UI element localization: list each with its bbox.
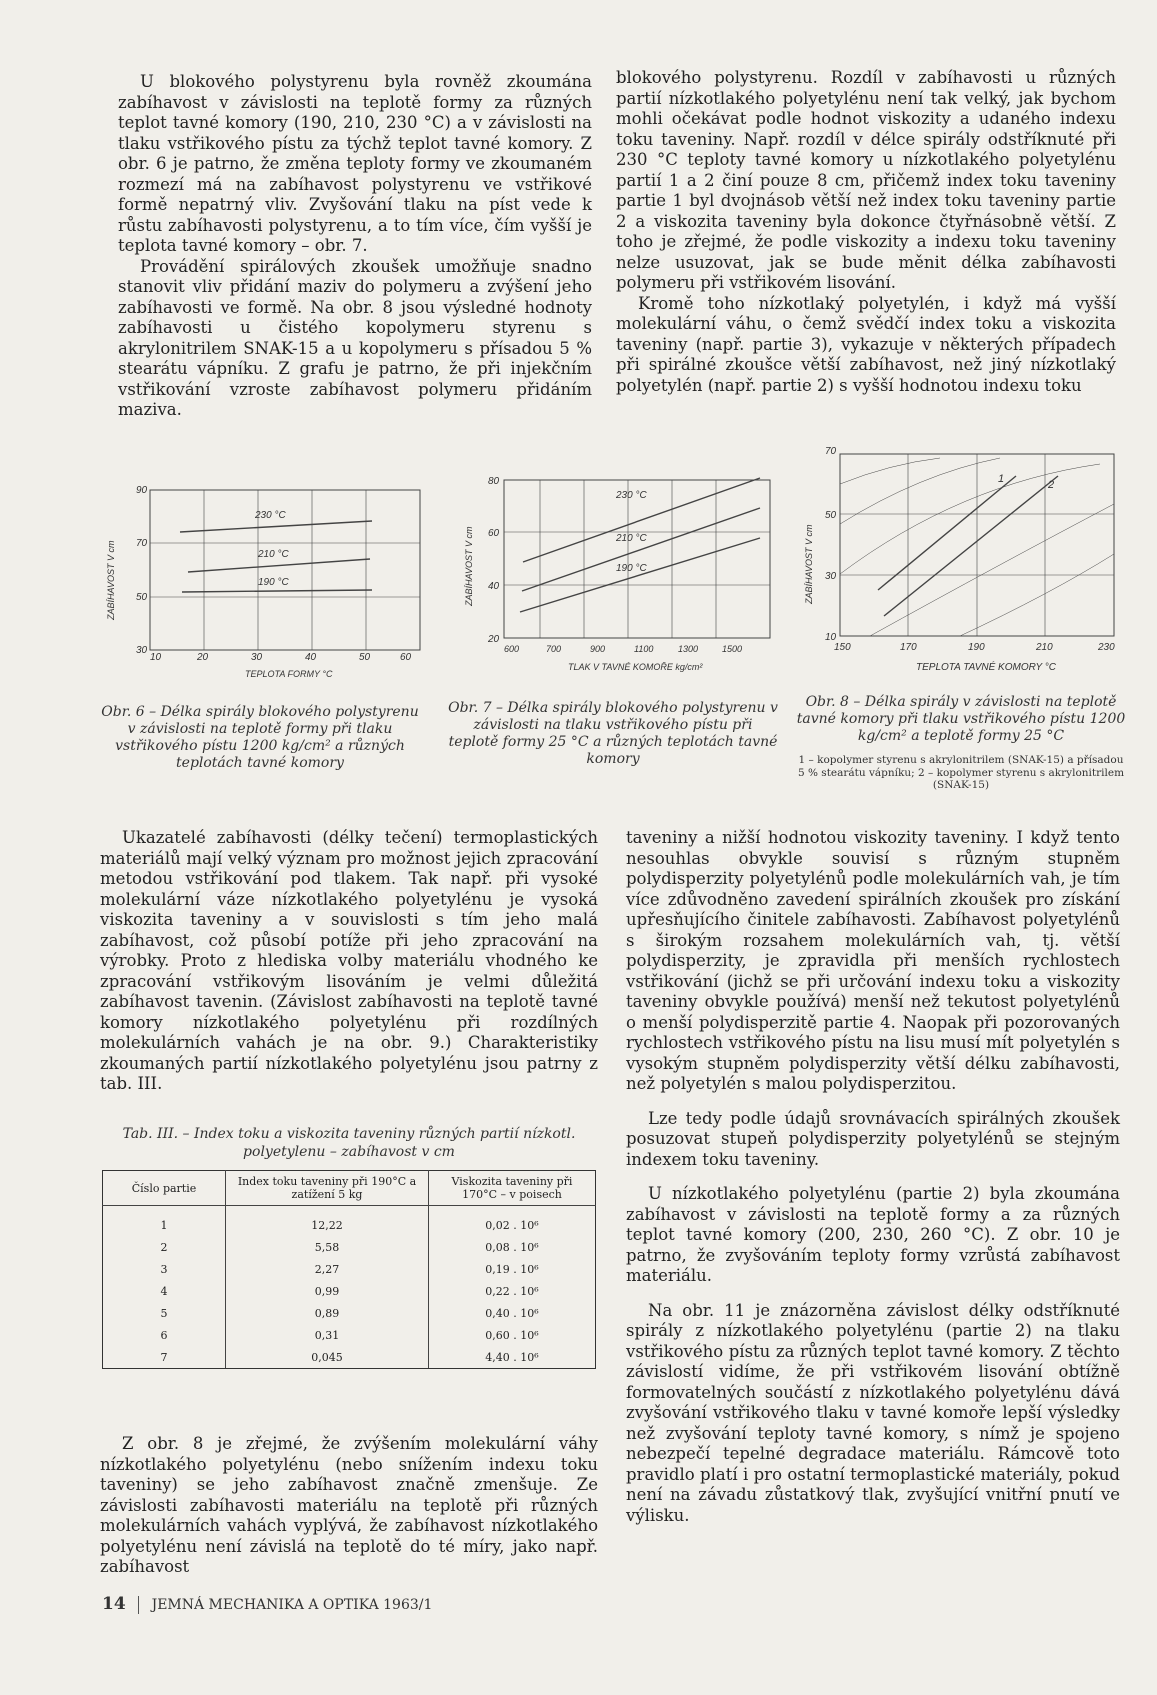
- figure-6-caption: Obr. 6 – Délka spirály blokového polystyrenu v závislosti na teplotě formy při tlaku vstřikového pístu 1200 kg/cm² a různých teplotách tavné komory: [101, 704, 419, 771]
- text-column-bottom-right: [626, 828, 1120, 1526]
- table-cell: 0,045: [226, 1346, 429, 1369]
- paragraph: Kromě toho nízkotlaký polyetylén, i když má vyšší molekulární váhu, o čemž svědčí index toku a viskozita taveniny (např. partie 3), vykazuje v některých případech při spirálné zkoušce větší zabíhavost, než jiný nízkotlaký polyetylén (např. partie 2) s vyšší hodnotou indexu toku: [616, 293, 1116, 395]
- series-line-190: [182, 590, 372, 592]
- table-cell: 12,22: [226, 1206, 429, 1237]
- table-row: [103, 1324, 596, 1346]
- x-tick: 60: [400, 652, 412, 663]
- table-cell: 0,99: [226, 1280, 429, 1302]
- table-3-caption: [100, 1125, 598, 1161]
- series-label: 210 °C: [616, 533, 647, 544]
- paragraph: U nízkotlakého polyetylénu (partie 2) byla zkoumána zabíhavost v závislosti na teplotě formy a za různých teplot tavné komory (200, 230, 260 °C). Z obr. 10 je patrno, že zvyšováním teploty formy vzrůstá zabíhavost materiálu.: [626, 1184, 1120, 1285]
- x-tick: 40: [305, 652, 317, 663]
- series-label: 230 °C: [255, 510, 286, 521]
- page-number: 14: [102, 1594, 126, 1614]
- x-tick: 1300: [678, 644, 699, 654]
- paragraph: Provádění spirálových zkoušek umožňuje snadno stanovit vliv přidání maziv do polymeru a zvýšení jeho zabíhavosti ve formě. Na obr. 8 jsou výsledné hodnoty zabíhavosti u čistého kopolymeru styrenu s akrylonitrilem SNAK-15 a u kopolymeru s přísadou 5 % stearátu vápníku. Z grafu je patrno, že při injekčním vstřikování vzroste zabíhavost polymeru přidáním maziva.: [118, 256, 592, 419]
- series-line-230: [180, 521, 372, 532]
- figure-6-chart: [100, 480, 430, 680]
- figure-7-chart: [458, 476, 778, 682]
- plot-frame: [504, 480, 770, 638]
- table-row: [103, 1346, 596, 1369]
- series-line-2: [884, 476, 1058, 616]
- text-column-bottom-left: [100, 828, 598, 1095]
- y-tick: 20: [488, 634, 500, 645]
- table-row: [103, 1280, 596, 1302]
- y-tick: 30: [825, 571, 837, 582]
- footer-divider: [138, 1596, 139, 1614]
- table-row: [103, 1206, 596, 1237]
- table-cell: 0,19 . 10⁶: [429, 1258, 596, 1280]
- paragraph: Z obr. 8 je zřejmé, že zvýšením molekulární váhy nízkotlakého polyetylénu (nebo snížením indexu toku taveniny) se jeho zabíhavost značně zmenšuje. Ze závislosti zabíhavosti materiálu na teplotě při různých molekulárních vahách vyplývá, že zabíhavost nízkotlakého polyetylénu není závislá na teplotě do té míry, jako např. zabíhavost: [100, 1434, 598, 1576]
- y-tick: 80: [488, 476, 500, 487]
- figure-8-note: 1 – kopolymer styrenu s akrylonitrilem (SNAK-15) a přísadou 5 % stearátu vápníku; 2 – kopolymer styrenu s akrylonitrilem (SNAK-15): [797, 754, 1125, 791]
- x-tick: 30: [251, 652, 263, 663]
- text-column-top-right: [616, 68, 1116, 396]
- y-axis-label: ZABÍHAVOST V cm: [106, 540, 116, 620]
- table-cell: 0,40 . 10⁶: [429, 1302, 596, 1324]
- y-axis-label: ZABÍHAVOST V cm: [464, 526, 474, 606]
- x-axis-label: TEPLOTA FORMY °C: [245, 669, 333, 679]
- table-row: [103, 1258, 596, 1280]
- x-tick: 1500: [722, 644, 743, 654]
- x-tick: 20: [197, 652, 209, 663]
- y-tick: 50: [825, 510, 837, 521]
- table-cell: 0,22 . 10⁶: [429, 1280, 596, 1302]
- figure-8-caption: Obr. 8 – Délka spirály v závislosti na teplotě tavné komory při tlaku vstřikového pístu 1200 kg/cm² a teplotě formy 25 °C: [796, 694, 1126, 744]
- y-tick: 90: [136, 485, 148, 496]
- text-column-top-left: [118, 72, 592, 421]
- table-cell: 0,02 . 10⁶: [429, 1206, 596, 1237]
- x-tick: 10: [150, 652, 162, 663]
- table-cell: 4: [160, 1284, 168, 1298]
- y-tick: 60: [488, 528, 500, 539]
- table-cell: 5,58: [226, 1236, 429, 1258]
- table-header-row: [103, 1171, 596, 1206]
- paragraph: Lze tedy podle údajů srovnávacích spirálných zkoušek posuzovat stupeň polydisperzity polyetylénů se stejným indexem toku taveniny.: [626, 1108, 1120, 1169]
- table-cell: 7: [103, 1346, 226, 1369]
- series-label: 2: [1048, 479, 1055, 491]
- series-line-190: [520, 538, 760, 612]
- figure-8-chart: [800, 444, 1120, 682]
- table-cell: 1: [160, 1218, 168, 1232]
- table-3: [102, 1170, 596, 1369]
- paragraph: taveniny a nižší hodnotou viskozity taveniny. I když tento nesouhlas obvykle souvisí s různým stupněm polydisperzity polyetylénů podle molekulárních vah, je tím více zdůvodněno zavedení spirálních zkoušek pro získání upřesňujícího činitele zabíhavosti. Zabíhavost polyetylénů s širokým rozsahem molekulárních vah, tj. větší polydisperzity, je zpravidla při menších rychlostech vstřikování (jichž se při určování indexu toku a viskozity taveniny obvykle používá) menší než tekutost polyetylénů o menší polydisperzitě partie 4. Naopak při pozorovaných rychlostech vstřikového pístu na lisu musí mít polyetylén s vysokým stupněm polydisperzity větší délku zabíhavosti, než polyetylén s malou polydisperzitou.: [626, 828, 1120, 1093]
- table-cell: 3: [160, 1262, 168, 1276]
- x-tick: 600: [504, 644, 520, 654]
- x-tick: 210: [1036, 642, 1053, 653]
- table-cell: 0,31: [226, 1324, 429, 1346]
- x-tick: 900: [590, 644, 606, 654]
- table-row: [103, 1236, 596, 1258]
- paragraph: blokového polystyrenu. Rozdíl v zabíhavosti u různých partií nízkotlakého polyetylénu není tak velký, jak bychom mohli očekávat podle hodnot viskozity a udaného indexu toku taveniny. Např. rozdíl v délce spirály odstříknuté při 230 °C teploty tavné komory u nízkotlakého polyetylénu partií 1 a 2 činí pouze 8 cm, přičemž index toku taveniny partie 1 byl dvojnásob větší než index toku taveniny partie 2 a viskozita taveniny byla dokonce čtyřnásobně větší. Z toho je zřejmé, že podle viskozity a indexu toku taveniny nelze usuzovat, jak se bude měnit délka zabíhavosti polymeru při vstřikovém lisování.: [616, 68, 1116, 292]
- x-tick: 700: [546, 644, 562, 654]
- table-cell: 2: [160, 1240, 168, 1254]
- series-line-210: [188, 559, 370, 572]
- series-label: 210 °C: [258, 549, 289, 560]
- table-header-cell: Index toku taveniny při 190°C a zatížení 5 kg: [226, 1171, 429, 1206]
- x-axis-label: TEPLOTA TAVNÉ KOMORY °C: [916, 662, 1056, 673]
- table-caption-line: polyetylenu – zabíhavost v cm: [243, 1144, 455, 1160]
- x-tick: 1100: [634, 644, 654, 654]
- table-cell: 0,60 . 10⁶: [429, 1324, 596, 1346]
- y-axis-label: ZABÍHAVOST V cm: [804, 524, 814, 604]
- series-label: 190 °C: [616, 563, 647, 574]
- table-cell: 2,27: [226, 1258, 429, 1280]
- y-tick: 10: [825, 632, 837, 643]
- table-cell: 0,08 . 10⁶: [429, 1236, 596, 1258]
- series-label: 190 °C: [258, 577, 289, 588]
- table-cell: 6: [160, 1328, 168, 1342]
- x-tick: 150: [834, 642, 851, 653]
- series-line-1: [878, 476, 1016, 590]
- table-header-cell: Viskozita taveniny při 170°C – v poisech: [429, 1171, 596, 1206]
- paragraph: Na obr. 11 je znázorněna závislost délky odstříknuté spirály z nízkotlakého polyetylénu (partie 2) na tlaku vstřikového pístu za různých teplot tavné komory. Z těchto závislostí vidíme, že při vstřikovém lisování obtížně formovatelných součástí z nízkotlakého polyetylénu dává zvyšování vstřikového tlaku v tavné komoře lepší výsledky než zvyšování teploty tavné komory, s nímž je spojeno nebezpečí tepelné degradace materiálu. Rámcově toto pravidlo platí i pro ostatní termoplastické materiály, pokud není na závadu zůstatkový tlak, zvyšující vnitřní pnutí ve výlisku.: [626, 1300, 1120, 1525]
- x-tick: 190: [968, 642, 985, 653]
- x-tick: 230: [1098, 642, 1115, 653]
- table-caption-line: Tab. III. – Index toku a viskozita taveniny různých partií nízkotl.: [122, 1126, 576, 1142]
- paragraph: Ukazatelé zabíhavosti (délky tečení) termoplastických materiálů mají velký význam pro možnost jejich zpracování metodou vstřikování pod tlakem. Tak např. při vysoké molekulární váze nízkotlakého polyetylénu je vysoká viskozita taveniny a v souvislosti s tím jeho malá zabíhavost, což působí potíže při jeho zpracování na výrobky. Proto z hlediska volby materiálu vhodného ke zpracování vstřikovým lisováním je velmi důležitá zabíhavost tavenin. (Závislost zabíhavosti na teplotě tavné komory nízkotlakého polyetylénu při rozdílných molekulárních vahách je na obr. 9.) Charakteristiky zkoumaných partií nízkotlakého polyetylénu jsou patrny z tab. III.: [100, 828, 598, 1093]
- figure-7-caption: Obr. 7 – Délka spirály blokového polystyrenu v závislosti na tlaku vstřikového pístu při teplotě formy 25 °C a různých teplotách tavné komory: [448, 700, 778, 767]
- x-axis-label: TLAK V TAVNÉ KOMOŘE kg/cm²: [568, 662, 703, 672]
- y-tick: 70: [136, 538, 148, 549]
- y-tick: 30: [136, 645, 148, 656]
- table-header-cell: Číslo partie: [103, 1171, 226, 1206]
- series-label: 230 °C: [616, 490, 647, 501]
- table-row: [103, 1302, 596, 1324]
- x-tick: 170: [900, 642, 917, 653]
- paragraph: U blokového polystyrenu byla rovněž zkoumána zabíhavost v závislosti na teplotě formy za různých teplot tavné komory (190, 210, 230 °C) a v závislosti na tlaku vstřikového pístu za týchž teplot tavné komory. Z obr. 6 je patrno, že změna teploty formy ve zkoumaném rozmezí má na zabíhavost polystyrenu ve vstřikové formě nepatrný vliv. Zvyšování tlaku na píst vede k růstu zabíhavosti polystyrenu, a to tím více, čím vyšší je teplota tavné komory – obr. 7.: [118, 72, 592, 255]
- x-tick: 50: [359, 652, 371, 663]
- text-column-bottom-left-after-table: [100, 1434, 598, 1578]
- y-tick: 70: [825, 446, 837, 457]
- series-label: 1: [998, 473, 1005, 485]
- journal-name: JEMNÁ MECHANIKA A OPTIKA 1963/1: [151, 1597, 433, 1613]
- table-cell: 0,89: [226, 1302, 429, 1324]
- y-tick: 40: [488, 581, 500, 592]
- table-cell: 5: [160, 1306, 168, 1320]
- y-tick: 50: [136, 592, 148, 603]
- table-cell: 4,40 . 10⁶: [429, 1346, 596, 1369]
- page-footer: [102, 1594, 432, 1614]
